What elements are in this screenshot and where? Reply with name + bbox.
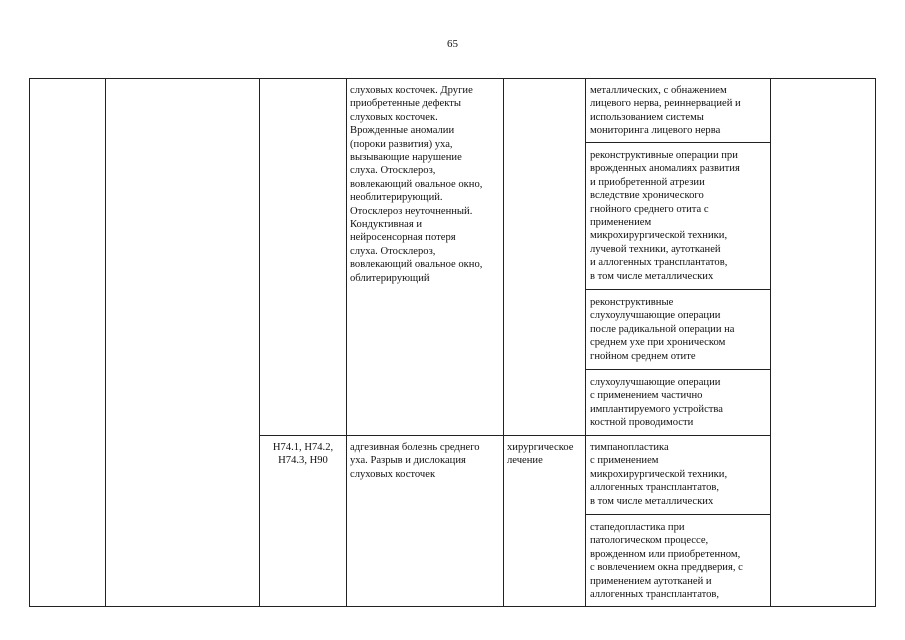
diagnosis-line: слуха. Отосклероз, xyxy=(350,165,436,177)
column-divider xyxy=(346,78,347,607)
method-divider xyxy=(585,369,770,370)
diagnosis-line: Отосклероз неуточненный. xyxy=(350,205,473,217)
method-line: в том числе металлических xyxy=(590,495,714,507)
column-divider xyxy=(770,78,771,607)
diagnosis-line: вовлекающий овальное окно, xyxy=(350,259,483,271)
method-line: аллогенных трансплантатов, xyxy=(590,589,720,601)
method-cell xyxy=(590,296,768,363)
method-line: лучевой техники, аутотканей xyxy=(590,243,721,255)
method-line: аллогенных трансплантатов, xyxy=(590,482,720,494)
method-line: вследствие хронического xyxy=(590,190,704,202)
method-line: слухоулучшающие операции xyxy=(590,310,721,322)
method-line: тимпанопластика xyxy=(590,442,669,453)
method-line: применением xyxy=(590,217,652,229)
method-line: врожденном или приобретенном, xyxy=(590,548,741,560)
diagnosis-line: слуха. Отосклероз, xyxy=(350,245,436,257)
method-divider xyxy=(585,289,770,290)
method-line: среднем ухе при хроническом xyxy=(590,337,726,349)
method-line: микрохирургической техники, xyxy=(590,230,728,242)
column-divider xyxy=(503,78,504,607)
method-cell xyxy=(590,84,768,138)
method-cell xyxy=(590,376,768,430)
method-line: гнойном среднем отите xyxy=(590,350,696,362)
code-line: H74.1, H74.2, xyxy=(272,442,334,453)
diagnosis-line: уха. Разрыв и дислокация xyxy=(350,455,466,467)
diagnosis-line: адгезивная болезнь среднего xyxy=(350,442,480,453)
method-cell xyxy=(590,149,768,283)
method-cell xyxy=(590,521,768,601)
method-line: реконструктивные xyxy=(590,297,674,308)
method-cell xyxy=(590,441,768,508)
method-line: имплантируемого устройства xyxy=(590,403,723,415)
diagnosis-line: слуховых косточек xyxy=(350,468,436,480)
treatment-cell xyxy=(507,441,585,468)
diagnosis-line: необлитерирующий. xyxy=(350,192,443,204)
method-line: в том числе металлических xyxy=(590,270,714,282)
method-line: применением аутотканей и xyxy=(590,575,712,587)
diagnosis-line: вовлекающий овальное окно, xyxy=(350,178,483,190)
method-line: костной проводимости xyxy=(590,417,694,429)
column-divider xyxy=(105,78,106,607)
method-line: с вовлечением окна преддверия, с xyxy=(590,562,743,574)
page-number: 65 xyxy=(447,38,458,50)
diagnosis-line: Кондуктивная и xyxy=(350,219,423,231)
column-divider xyxy=(585,78,586,607)
method-line: металлических, с обнажением xyxy=(590,85,727,96)
row-divider xyxy=(259,435,770,436)
method-line: микрохирургической техники, xyxy=(590,468,728,480)
method-line: после радикальной операции на xyxy=(590,323,735,335)
diagnosis-line: приобретенные дефекты xyxy=(350,98,462,110)
code-cell xyxy=(260,441,346,468)
method-line: гнойного среднего отита с xyxy=(590,203,709,215)
diagnosis-cell xyxy=(350,84,502,285)
diagnosis-line: облитерирующий xyxy=(350,272,430,284)
diagnosis-line: Врожденные аномалии xyxy=(350,125,455,137)
method-line: реконструктивные операции при xyxy=(590,150,738,161)
method-line: стапедопластика при xyxy=(590,522,685,533)
treatment-line: хирургическое xyxy=(507,442,574,453)
method-line: врожденных аномалиях развития xyxy=(590,163,740,175)
diagnosis-cell xyxy=(350,441,502,481)
treatment-line: лечение xyxy=(507,455,543,467)
method-divider xyxy=(585,142,770,143)
method-line: лицевого нерва, реиннервацией и xyxy=(590,98,741,110)
method-line: с применением xyxy=(590,455,659,467)
method-line: патологическом процессе, xyxy=(590,535,709,547)
diagnosis-line: слуховых косточек. Другие xyxy=(350,85,473,96)
method-line: и приобретенной атрезии xyxy=(590,176,705,188)
diagnosis-line: нейросенсорная потеря xyxy=(350,232,456,244)
diagnosis-line: вызывающие нарушение xyxy=(350,152,462,164)
method-line: и аллогенных трансплантатов, xyxy=(590,257,728,269)
code-line: H74.3, H90 xyxy=(278,455,328,467)
method-line: мониторинга лицевого нерва xyxy=(590,125,721,137)
diagnosis-line: слуховых косточек. xyxy=(350,111,438,123)
method-line: слухоулучшающие операции xyxy=(590,377,721,388)
method-divider xyxy=(585,514,770,515)
column-divider xyxy=(259,78,260,607)
method-line: с применением частично xyxy=(590,390,703,402)
method-line: использованием системы xyxy=(590,111,704,123)
diagnosis-line: (пороки развития) уха, xyxy=(350,138,453,150)
